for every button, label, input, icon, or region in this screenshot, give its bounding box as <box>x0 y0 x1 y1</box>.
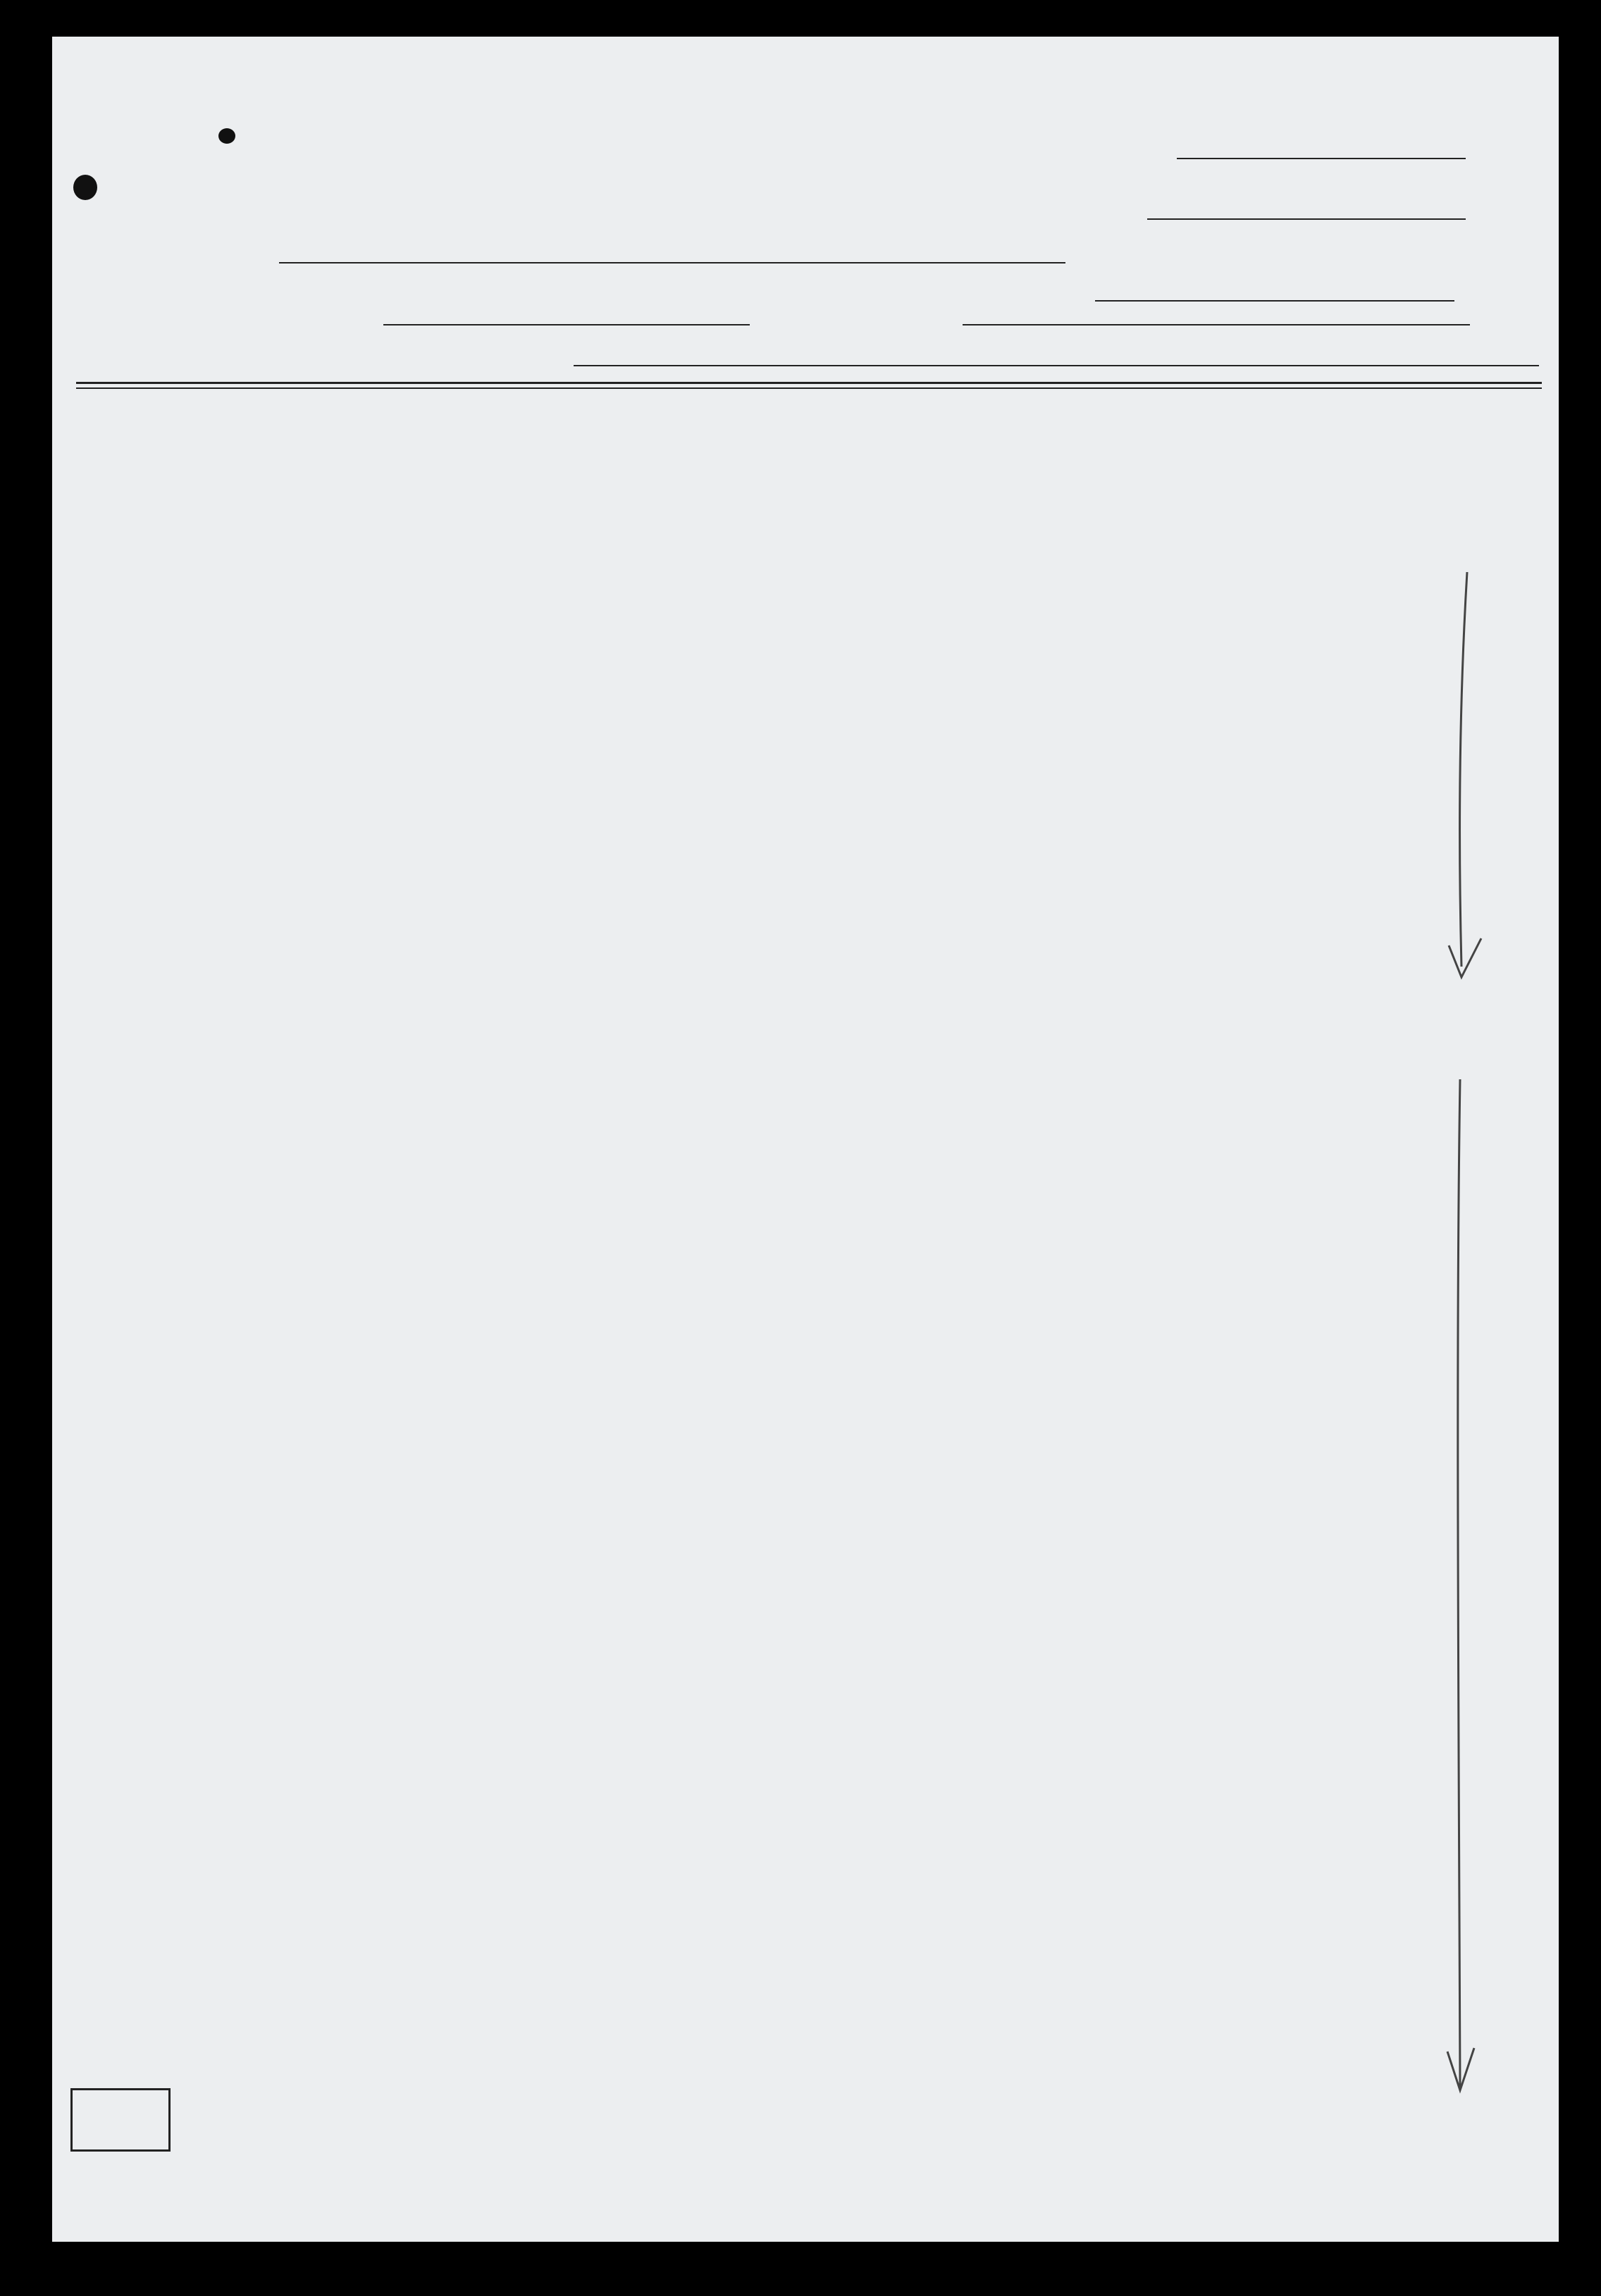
table-grid <box>52 37 1559 2242</box>
document-page <box>52 37 1559 2242</box>
total-box <box>70 2088 171 2152</box>
arrow-annotation <box>1391 572 1504 2094</box>
